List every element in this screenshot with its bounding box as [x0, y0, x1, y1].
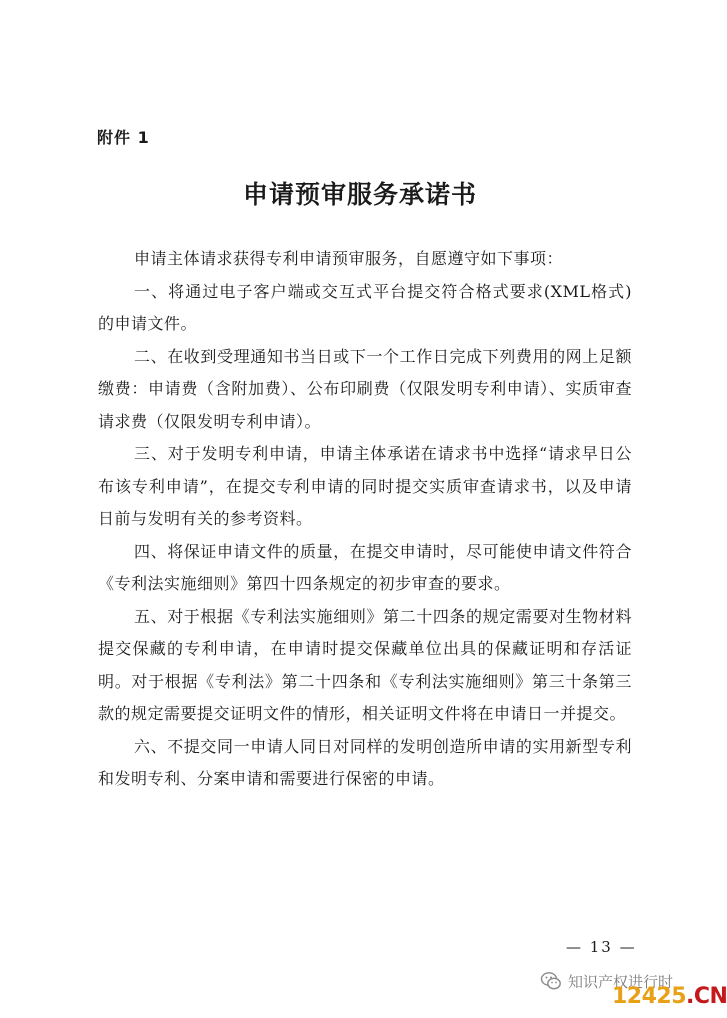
- page-title: 申请预审服务承诺书: [242, 180, 477, 209]
- watermark-brand-tld: .CN: [686, 984, 727, 1009]
- paragraph-item-4: 四、将保证申请文件的质量，在提交申请时，尽可能使申请文件符合《专利法实施细则》第四十四条规定的初步审查的要求。: [98, 541, 632, 593]
- paragraph-item-2: 二、在收到受理通知书当日或下一个工作日完成下列费用的网上足额缴费：申请费（含附加费）、公布印刷费（仅限发明专利申请）、实质审查请求费（仅限发明专利申请）。: [98, 346, 632, 431]
- watermark-brand-number: 12425: [612, 984, 687, 1009]
- paragraph-intro: 申请主体请求获得专利申请预审服务，自愿遵守如下事项：: [134, 249, 564, 268]
- paragraph-item-3: 三、对于发明专利申请，申请主体承诺在请求书中选择“请求早日公布该专利申请”，在提交专利申请的同时提交实质审查请求书，以及申请日前与发明有关的参考资料。: [98, 444, 632, 528]
- watermark-brand: [612, 984, 727, 1009]
- paragraph-item-5: 五、对于根据《专利法实施细则》第二十四条的规定需要对生物材料提交保藏的专利申请，在申请时提交保藏单位出具的保藏证明和存活证明。对于根据《专利法》第二十四条和《专利法实施细则》第三十条第三款的规定需要提交证明文件的情形，相关证明文件将在申请日一并提交。: [98, 606, 632, 723]
- watermark-text: 知识产权进行时: [568, 972, 674, 991]
- wechat-icon: [540, 970, 562, 992]
- paragraph-item-6: 六、不提交同一申请人同日对同样的发明创造所申请的实用新型专利和发明专利、分案申请和需要进行保密的申请。: [98, 736, 632, 788]
- attachment-label: 附件 1: [97, 128, 150, 147]
- paragraph-item-1: 一、将通过电子客户端或交互式平台提交符合格式要求(XML格式)的申请文件。: [98, 281, 632, 333]
- page-number: — 13 —: [566, 938, 637, 956]
- document-body: [98, 243, 632, 796]
